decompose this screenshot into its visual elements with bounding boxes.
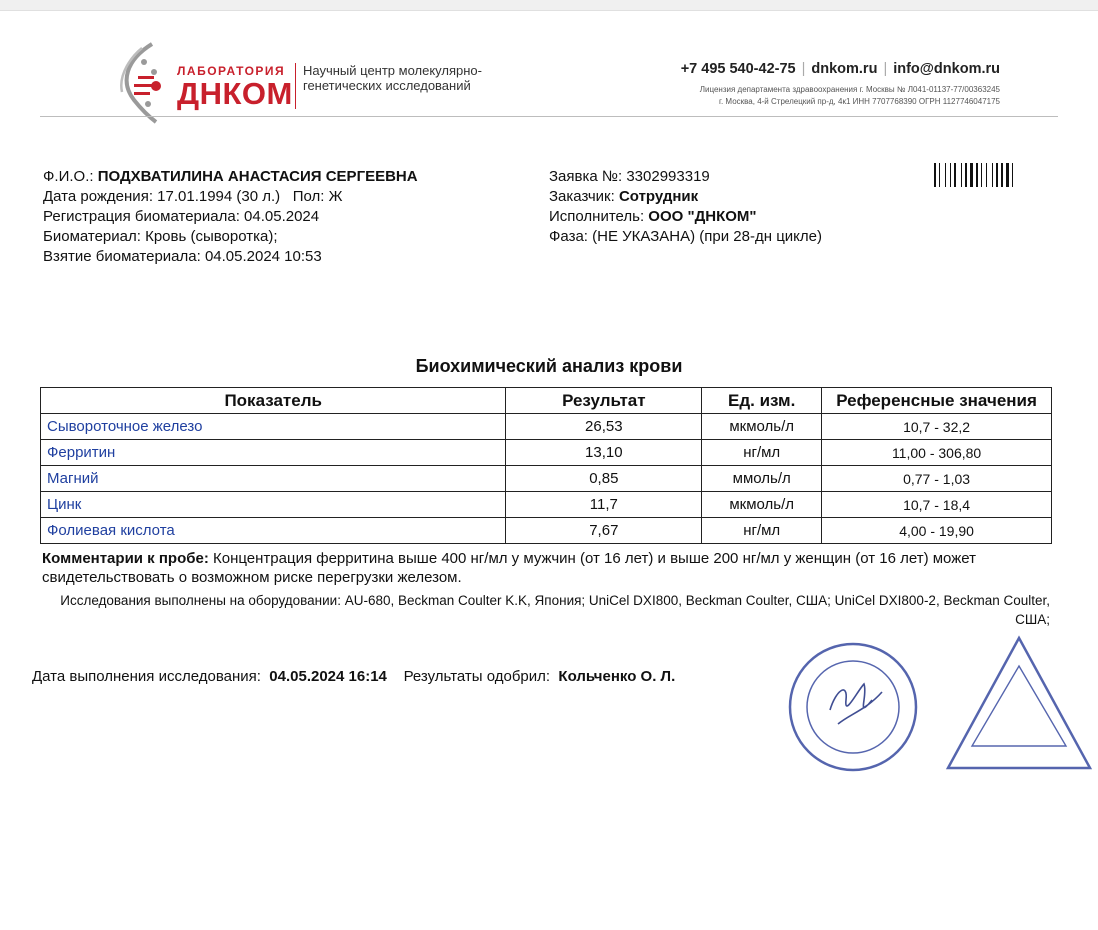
patient-info xyxy=(43,167,418,267)
col-indicator-header: Показатель xyxy=(41,388,506,414)
logo-divider xyxy=(295,63,296,109)
reference-range: 11,00 - 306,80 xyxy=(822,440,1052,466)
top-bar xyxy=(0,0,1098,11)
site-link[interactable]: dnkom.ru xyxy=(811,61,878,77)
table-row xyxy=(41,518,1052,544)
result-value: 0,85 xyxy=(506,466,702,492)
approved-by: Кольченко О. Л. xyxy=(558,668,676,685)
reference-range: 0,77 - 1,03 xyxy=(822,466,1052,492)
order-number-line: Заявка №: 3302993319 xyxy=(549,168,710,185)
barcode-bar xyxy=(1012,163,1013,187)
dna-logo-icon xyxy=(112,42,168,124)
footer-line: Дата выполнения исследования: 04.05.2024 16:14 Результаты одобрил: Кольченко О. Л. xyxy=(32,668,676,685)
indicator-name[interactable]: Цинк xyxy=(41,492,506,518)
table-row xyxy=(41,440,1052,466)
col-result-header: Результат xyxy=(506,388,702,414)
barcode-bar xyxy=(970,163,973,187)
unit: нг/мл xyxy=(702,518,822,544)
result-value: 13,10 xyxy=(506,440,702,466)
barcode-bar xyxy=(945,163,946,187)
barcode-bar xyxy=(996,163,998,187)
sampling-line: Взятие биоматериала: 04.05.2024 10:53 xyxy=(43,248,322,265)
barcode-bar xyxy=(1006,163,1009,187)
patient-name-line: Ф.И.О.: ПОДХВАТИЛИНА АНАСТАСИЯ СЕРГЕЕВНА xyxy=(43,168,418,185)
comment-text: Концентрация ферритина выше 400 нг/мл у мужчин (от 16 лет) и выше 200 нг/мл у женщин (от 16 лет) может свидетельствовать о возможном риске перегрузки железом. xyxy=(42,550,976,586)
address-line: г. Москва, 4-й Стрелецкий пр-д, 4к1 ИНН 7707768390 ОГРН 1127746047175 xyxy=(719,97,1000,106)
unit: мкмоль/л xyxy=(702,414,822,440)
indicator-name[interactable]: Ферритин xyxy=(41,440,506,466)
col-unit-header: Ед. изм. xyxy=(702,388,822,414)
report-title: Биохимический анализ крови xyxy=(415,356,683,376)
table-header-row xyxy=(41,388,1052,414)
unit: нг/мл xyxy=(702,440,822,466)
result-value: 7,67 xyxy=(506,518,702,544)
unit: мкмоль/л xyxy=(702,492,822,518)
contacts: +7 495 540-42-75 | dnkom.ru | info@dnkom.ru xyxy=(680,61,1000,77)
unit: ммоль/л xyxy=(702,466,822,492)
results-table xyxy=(40,387,1052,544)
result-value: 11,7 xyxy=(506,492,702,518)
order-number: 3302993319 xyxy=(626,168,710,185)
order-info xyxy=(549,167,822,247)
license-info xyxy=(640,84,1000,108)
barcode-bar xyxy=(961,163,962,187)
barcode-bar xyxy=(1001,163,1003,187)
reference-range: 10,7 - 18,4 xyxy=(822,492,1052,518)
header-divider xyxy=(40,116,1058,117)
barcode-bar xyxy=(950,163,951,187)
license-line: Лицензия департамента здравоохранения г. Москвы № Л041-01137-77/00363245 xyxy=(699,85,1000,94)
completion-date: 04.05.2024 16:14 xyxy=(269,668,387,685)
patient-name: ПОДХВАТИЛИНА АНАСТАСИЯ СЕРГЕЕВНА xyxy=(97,168,418,185)
lab-tagline: Научный центр молекулярно-генетических исследований xyxy=(303,63,482,93)
barcode-bar xyxy=(954,163,956,187)
result-value: 26,53 xyxy=(506,414,702,440)
indicator-name[interactable]: Магний xyxy=(41,466,506,492)
indicator-name[interactable]: Фолиевая кислота xyxy=(41,518,506,544)
table-row xyxy=(41,492,1052,518)
table-row xyxy=(41,414,1052,440)
barcode-bar xyxy=(992,163,993,187)
doctor-stamp-icon xyxy=(786,640,920,774)
reference-range: 4,00 - 19,90 xyxy=(822,518,1052,544)
barcode-bar xyxy=(976,163,978,187)
barcode-bar xyxy=(965,163,967,187)
reference-range: 10,7 - 32,2 xyxy=(822,414,1052,440)
sample-comment xyxy=(42,549,1052,587)
phase-line: Фаза: (НЕ УКАЗАНА) (при 28-дн цикле) xyxy=(549,228,822,245)
col-reference-header: Референсные значения xyxy=(822,388,1052,414)
birth-line: Дата рождения: 17.01.1994 (30 л.) Пол: Ж xyxy=(43,188,343,205)
barcode-icon xyxy=(934,163,1061,187)
lab-label: ЛАБОРАТОРИЯ xyxy=(177,64,286,78)
executor-line: Исполнитель: ООО "ДНКОМ" xyxy=(549,208,757,225)
customer-line: Заказчик: Сотрудник xyxy=(549,188,699,205)
comment-label: Комментарии к пробе: xyxy=(42,550,209,567)
barcode-bar xyxy=(981,163,982,187)
indicator-name[interactable]: Сывороточное железо xyxy=(41,414,506,440)
email-link[interactable]: info@dnkom.ru xyxy=(893,61,1000,77)
phone: +7 495 540-42-75 xyxy=(680,61,796,77)
registration-line: Регистрация биоматериала: 04.05.2024 xyxy=(43,208,320,225)
barcode-bar xyxy=(986,163,987,187)
barcode-bar xyxy=(934,163,936,187)
equipment-note: Исследования выполнены на оборудовании: AU-680, Beckman Coulter K.K, Япония; UniCel DXI800, Beckman Coulter, США; UniCel DXI800-2, Beckman Coulter, США; xyxy=(60,593,1050,627)
table-row xyxy=(41,466,1052,492)
barcode-bar xyxy=(939,163,940,187)
lab-name: ДНКОМ xyxy=(177,76,293,111)
biomaterial-line: Биоматериал: Кровь (сыворотка); xyxy=(43,228,278,245)
lab-stamp-icon xyxy=(944,634,1094,772)
